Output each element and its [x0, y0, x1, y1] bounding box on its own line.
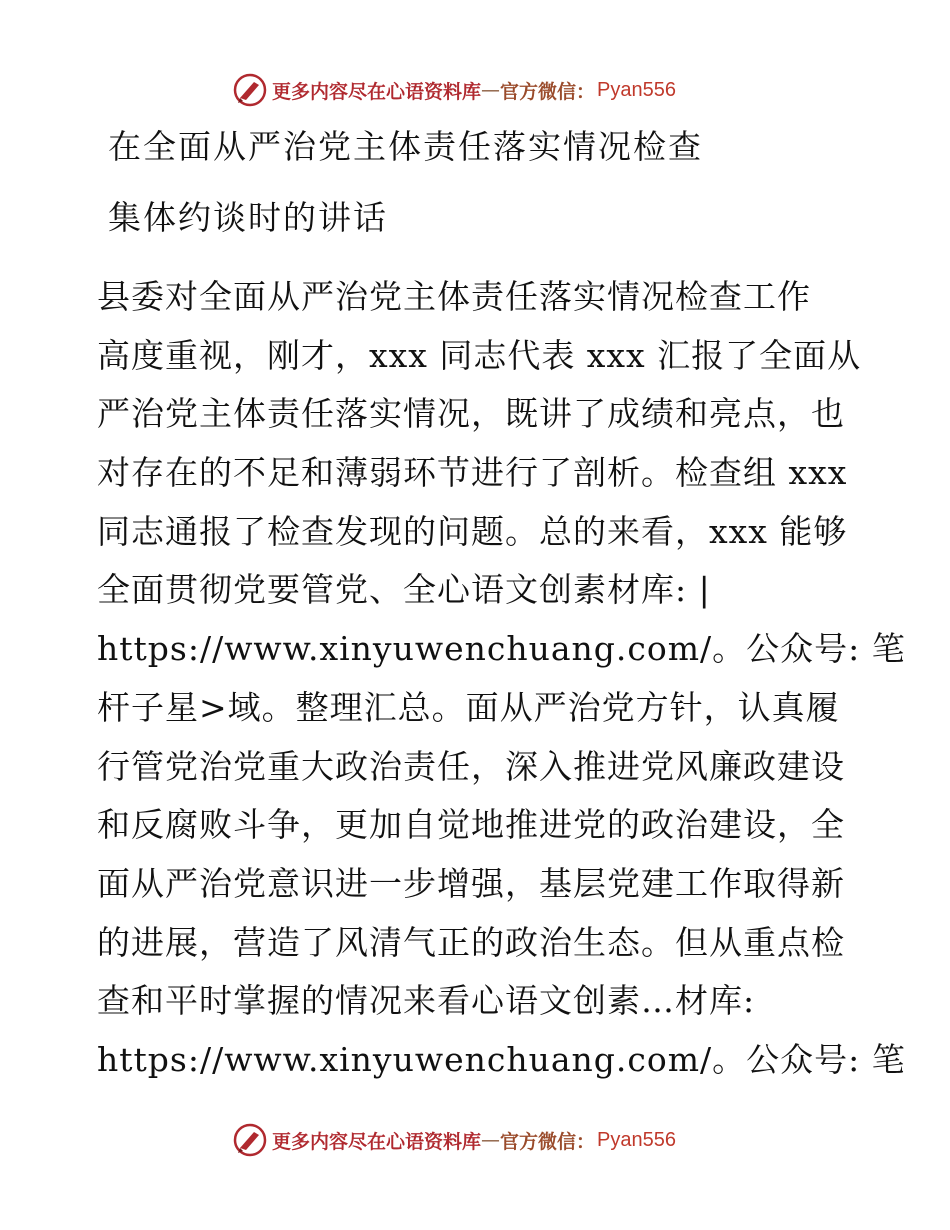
body-line: 查和平时掌握的情况来看心语文创素…材库: — [97, 981, 756, 1021]
pen-logo-icon — [232, 1122, 268, 1158]
body-line: 县委对全面从严治党主体责任落实情况检查工作 — [97, 277, 811, 316]
body-line: 的进展，营造了风清气正的政治生态。但从重点检 — [97, 922, 845, 962]
header-banner — [232, 70, 676, 110]
body-line: 同志通报了检查发现的问题。总的来看，xxx 能够 — [97, 511, 848, 551]
body-line: 严治党主体责任落实情况，既讲了成绩和亮点，也 — [97, 394, 845, 434]
banner-tagline: 更多内容尽在心语资料库 — [272, 1130, 482, 1153]
banner-dash: — — [481, 1129, 501, 1151]
pen-logo-icon — [232, 72, 268, 108]
document-body — [97, 268, 906, 1090]
banner-official-label: 官方微信： — [500, 80, 596, 103]
body-line-url: https://www.xinyuwenchuang.com/。公众号: 笔 — [97, 629, 906, 669]
body-line: 高度重视，刚才，xxx 同志代表 xxx 汇报了全面从 — [97, 335, 862, 375]
body-line: 对存在的不足和薄弱环节进行了剖析。检查组 xxx — [97, 453, 848, 493]
body-line: 全面贯彻党要管党、全心语文创素材库: | — [97, 570, 711, 610]
body-line: 和反腐败斗争，更加自觉地推进党的政治建设，全 — [97, 805, 845, 845]
banner-tagline: 更多内容尽在心语资料库 — [272, 80, 482, 103]
banner-dash: — — [481, 79, 501, 101]
banner-official-label: 官方微信： — [500, 1130, 596, 1153]
banner-wechat-id: Pyan556 — [597, 78, 676, 101]
footer-banner — [232, 1120, 676, 1160]
document-title-line-1: 在全面从严治党主体责任落实情况检查 — [108, 127, 703, 166]
body-line-url: https://www.xinyuwenchuang.com/。公众号: 笔 — [97, 1039, 906, 1079]
body-line: 杆子星>域。整理汇总。面从严治党方针，认真履 — [97, 687, 840, 727]
body-line: 面从严治党意识进一步增强，基层党建工作取得新 — [97, 863, 845, 903]
document-title-line-2: 集体约谈时的讲话 — [108, 198, 388, 237]
banner-wechat-id: Pyan556 — [597, 1128, 676, 1151]
body-line: 行管党治党重大政治责任，深入推进党风廉政建设 — [97, 746, 845, 786]
